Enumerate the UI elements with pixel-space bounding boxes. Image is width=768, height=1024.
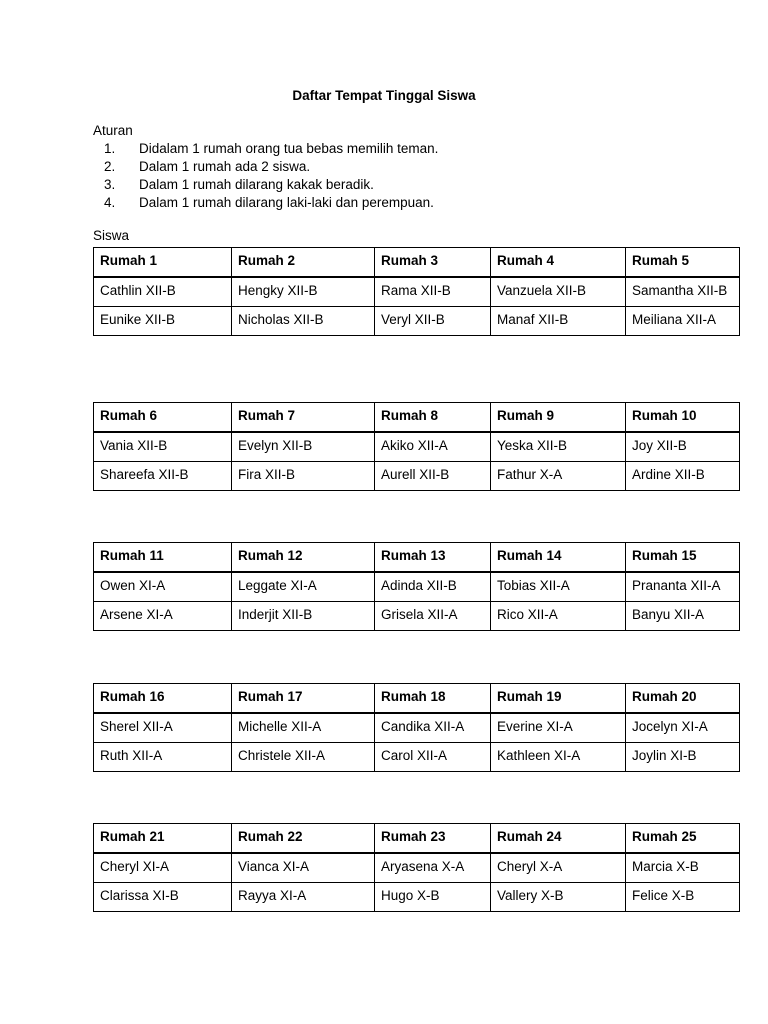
column-header: Rumah 18 [375,684,491,714]
column-header: Rumah 19 [491,684,626,714]
table-cell: Kathleen XI-A [491,743,626,772]
table-cell: Leggate XI-A [232,572,375,602]
table-cell: Inderjit XII-B [232,602,375,631]
table-cell: Rico XII-A [491,602,626,631]
table-cell: Aurell XII-B [375,462,491,491]
table-cell: Ruth XII-A [94,743,232,772]
page-title: Daftar Tempat Tinggal Siswa [292,88,476,103]
table-cell: Clarissa XI-B [94,883,232,912]
rule-number: 1. [104,141,116,156]
table-cell: Vallery X-B [491,883,626,912]
table-cell: Fathur X-A [491,462,626,491]
column-header: Rumah 14 [491,543,626,573]
table-row [94,883,740,912]
table-cell: Banyu XII-A [626,602,740,631]
table-row [94,572,740,602]
table-row [94,432,740,462]
table-cell: Grisela XII-A [375,602,491,631]
column-header: Rumah 16 [94,684,232,714]
house-table-4 [93,683,740,772]
table-cell: Jocelyn XI-A [626,713,740,743]
column-header: Rumah 20 [626,684,740,714]
table-header-row [94,824,740,854]
rule-number: 2. [104,159,116,174]
table-cell: Hengky XII-B [232,277,375,307]
table-cell: Vanzuela XII-B [491,277,626,307]
table-cell: Meiliana XII-A [626,307,740,336]
column-header: Rumah 8 [375,403,491,433]
column-header: Rumah 1 [94,248,232,278]
column-header: Rumah 11 [94,543,232,573]
table-cell: Akiko XII-A [375,432,491,462]
column-header: Rumah 25 [626,824,740,854]
table-row [94,277,740,307]
table-cell: Yeska XII-B [491,432,626,462]
column-header: Rumah 21 [94,824,232,854]
table-cell: Nicholas XII-B [232,307,375,336]
rule-number: 4. [104,195,116,210]
table-cell: Felice X-B [626,883,740,912]
rule-text: Dalam 1 rumah ada 2 siswa. [139,159,311,174]
house-table-5 [93,823,740,912]
column-header: Rumah 6 [94,403,232,433]
column-header: Rumah 3 [375,248,491,278]
table-row [94,602,740,631]
column-header: Rumah 4 [491,248,626,278]
table-cell: Michelle XII-A [232,713,375,743]
table-cell: Arsene XI-A [94,602,232,631]
column-header: Rumah 15 [626,543,740,573]
table-row [94,307,740,336]
table-row [94,743,740,772]
table-cell: Shareefa XII-B [94,462,232,491]
table-cell: Evelyn XII-B [232,432,375,462]
rules-heading: Aturan [93,123,133,138]
table-cell: Joylin XI-B [626,743,740,772]
table-cell: Vania XII-B [94,432,232,462]
table-cell: Joy XII-B [626,432,740,462]
students-heading: Siswa [93,228,130,243]
table-cell: Candika XII-A [375,713,491,743]
table-row [94,713,740,743]
column-header: Rumah 22 [232,824,375,854]
table-cell: Hugo X-B [375,883,491,912]
column-header: Rumah 9 [491,403,626,433]
table-cell: Eunike XII-B [94,307,232,336]
table-cell: Adinda XII-B [375,572,491,602]
house-table-3 [93,542,740,631]
table-cell: Sherel XII-A [94,713,232,743]
rule-number: 3. [104,177,116,192]
house-table-1 [93,247,740,336]
table-cell: Tobias XII-A [491,572,626,602]
table-cell: Cathlin XII-B [94,277,232,307]
house-table-2 [93,402,740,491]
table-cell: Veryl XII-B [375,307,491,336]
table-header-row [94,684,740,714]
column-header: Rumah 10 [626,403,740,433]
table-cell: Aryasena X-A [375,853,491,883]
table-cell: Carol XII-A [375,743,491,772]
table-cell: Owen XI-A [94,572,232,602]
column-header: Rumah 2 [232,248,375,278]
table-cell: Cheryl XI-A [94,853,232,883]
column-header: Rumah 7 [232,403,375,433]
table-cell: Cheryl X-A [491,853,626,883]
rule-text: Dalam 1 rumah dilarang laki-laki dan perempuan. [139,195,434,210]
table-cell: Prananta XII-A [626,572,740,602]
table-cell: Fira XII-B [232,462,375,491]
table-cell: Marcia X-B [626,853,740,883]
rule-text: Didalam 1 rumah orang tua bebas memilih teman. [139,141,439,156]
column-header: Rumah 24 [491,824,626,854]
table-cell: Everine XI-A [491,713,626,743]
rule-text: Dalam 1 rumah dilarang kakak beradik. [139,177,374,192]
column-header: Rumah 12 [232,543,375,573]
table-row [94,853,740,883]
table-cell: Vianca XI-A [232,853,375,883]
table-cell: Rama XII-B [375,277,491,307]
column-header: Rumah 13 [375,543,491,573]
column-header: Rumah 23 [375,824,491,854]
table-cell: Rayya XI-A [232,883,375,912]
table-cell: Manaf XII-B [491,307,626,336]
column-header: Rumah 17 [232,684,375,714]
table-cell: Ardine XII-B [626,462,740,491]
table-row [94,462,740,491]
table-header-row [94,543,740,573]
column-header: Rumah 5 [626,248,740,278]
table-header-row [94,248,740,278]
table-header-row [94,403,740,433]
table-cell: Christele XII-A [232,743,375,772]
table-cell: Samantha XII-B [626,277,740,307]
